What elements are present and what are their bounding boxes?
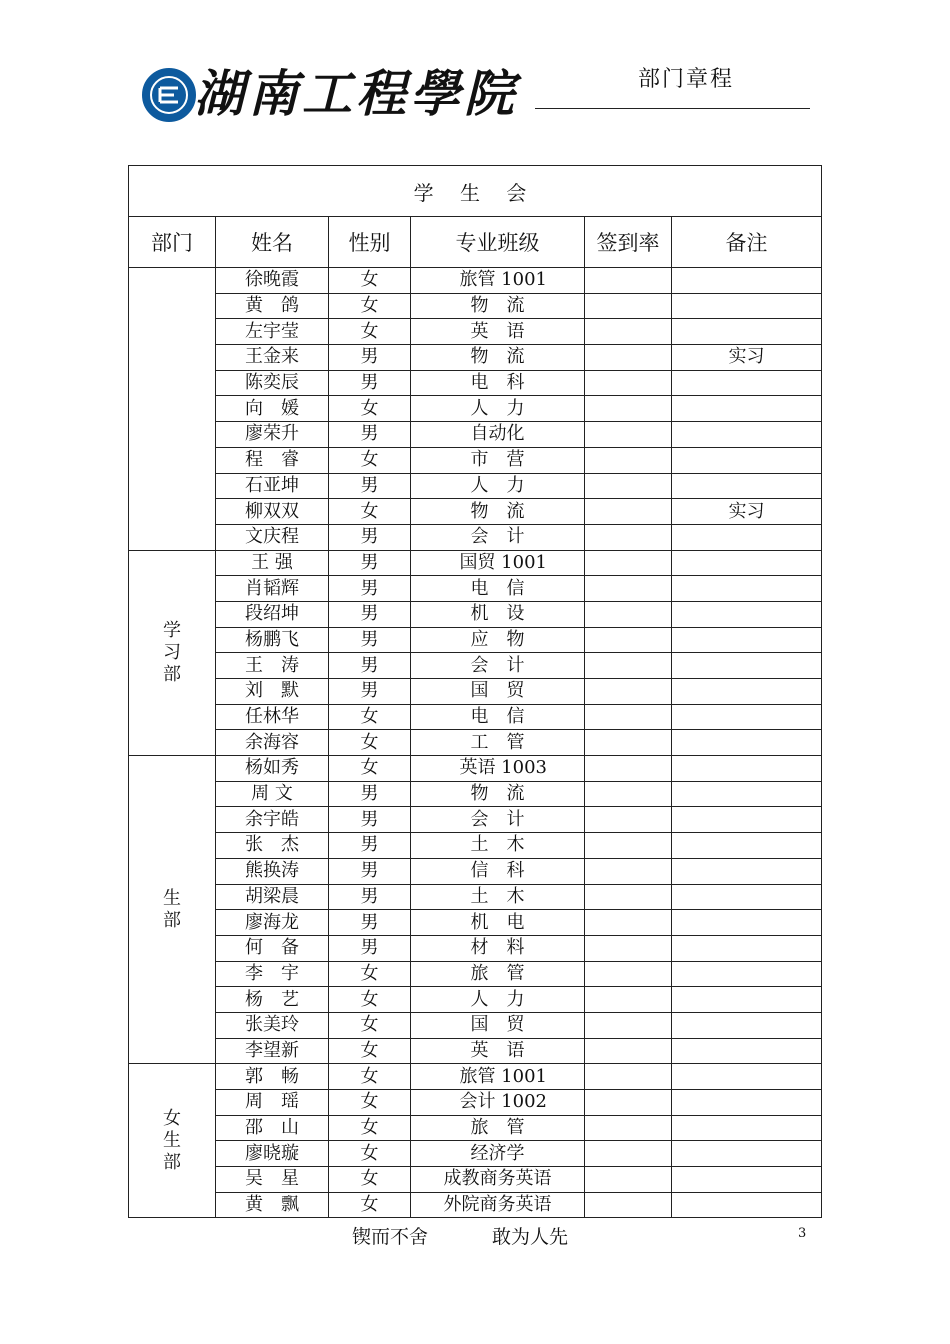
table-row <box>129 704 822 730</box>
table-row <box>129 1064 822 1090</box>
note-cell <box>672 422 822 448</box>
school-logo-icon <box>142 68 196 122</box>
major-cell: 人 力 <box>411 396 585 422</box>
gender-cell: 男 <box>329 679 411 705</box>
major-cell: 英 语 <box>411 1038 585 1064</box>
rate-cell <box>585 756 672 782</box>
name-cell: 廖荣升 <box>216 422 329 448</box>
table-row <box>129 833 822 859</box>
table-row <box>129 756 822 782</box>
note-cell <box>672 447 822 473</box>
name-cell: 张美玲 <box>216 1012 329 1038</box>
gender-cell: 女 <box>329 961 411 987</box>
rate-cell <box>585 704 672 730</box>
name-cell: 杨 艺 <box>216 987 329 1013</box>
note-cell <box>672 781 822 807</box>
table-row <box>129 293 822 319</box>
name-cell: 向 媛 <box>216 396 329 422</box>
gender-cell: 男 <box>329 910 411 936</box>
table-row <box>129 987 822 1013</box>
name-cell: 廖海龙 <box>216 910 329 936</box>
note-cell <box>672 1115 822 1141</box>
table-title: 学 生 会 <box>129 166 822 217</box>
note-cell <box>672 1038 822 1064</box>
major-cell: 经济学 <box>411 1141 585 1167</box>
rate-cell <box>585 910 672 936</box>
name-cell: 熊换涛 <box>216 858 329 884</box>
gender-cell: 男 <box>329 345 411 371</box>
major-cell: 土 木 <box>411 884 585 910</box>
major-cell: 工 管 <box>411 730 585 756</box>
name-cell: 肖韬辉 <box>216 576 329 602</box>
note-cell <box>672 550 822 576</box>
dept-label: 学习部 <box>163 619 181 685</box>
table-row <box>129 1141 822 1167</box>
motto-left: 锲而不舍 <box>352 1226 429 1248</box>
name-cell: 石亚坤 <box>216 473 329 499</box>
table-row <box>129 961 822 987</box>
name-cell: 文庆程 <box>216 524 329 550</box>
gender-cell: 男 <box>329 884 411 910</box>
name-cell: 柳双双 <box>216 499 329 525</box>
school-name: 湖南工程學院 <box>194 64 518 123</box>
gender-cell: 男 <box>329 653 411 679</box>
major-cell: 会计 1002 <box>411 1090 585 1116</box>
table-row <box>129 499 822 525</box>
note-cell <box>672 730 822 756</box>
column-header-note: 备注 <box>672 217 822 268</box>
major-cell: 电 信 <box>411 704 585 730</box>
table-row <box>129 884 822 910</box>
table-row <box>129 1115 822 1141</box>
note-cell <box>672 524 822 550</box>
major-cell: 市 营 <box>411 447 585 473</box>
table-row <box>129 268 822 294</box>
major-cell: 物 流 <box>411 345 585 371</box>
rate-cell <box>585 576 672 602</box>
gender-cell: 女 <box>329 396 411 422</box>
name-cell: 杨如秀 <box>216 756 329 782</box>
note-cell <box>672 1141 822 1167</box>
note-cell <box>672 935 822 961</box>
motto-right: 敢为人先 <box>492 1226 569 1248</box>
rate-cell <box>585 1115 672 1141</box>
dept-label: 生部 <box>163 887 181 931</box>
gender-cell: 男 <box>329 833 411 859</box>
table-row <box>129 550 822 576</box>
name-cell: 周 瑶 <box>216 1090 329 1116</box>
column-header-dept: 部门 <box>129 217 216 268</box>
name-cell: 黄 鸽 <box>216 293 329 319</box>
column-header-rate: 签到率 <box>585 217 672 268</box>
rate-cell <box>585 268 672 294</box>
gender-cell: 女 <box>329 319 411 345</box>
major-cell: 英 语 <box>411 319 585 345</box>
table-row <box>129 319 822 345</box>
table-row <box>129 370 822 396</box>
note-cell <box>672 1064 822 1090</box>
note-cell <box>672 987 822 1013</box>
gender-cell: 女 <box>329 1064 411 1090</box>
major-cell: 物 流 <box>411 293 585 319</box>
name-cell: 余海容 <box>216 730 329 756</box>
rate-cell <box>585 1192 672 1218</box>
note-cell <box>672 627 822 653</box>
table-row <box>129 447 822 473</box>
footer-motto <box>352 1222 632 1249</box>
major-cell: 会 计 <box>411 807 585 833</box>
major-cell: 材 料 <box>411 935 585 961</box>
name-cell: 王 涛 <box>216 653 329 679</box>
gender-cell: 男 <box>329 370 411 396</box>
name-cell: 陈奕辰 <box>216 370 329 396</box>
gender-cell: 男 <box>329 473 411 499</box>
rate-cell <box>585 884 672 910</box>
table-row <box>129 910 822 936</box>
gender-cell: 女 <box>329 293 411 319</box>
gender-cell: 女 <box>329 447 411 473</box>
dept-cell <box>129 1064 216 1218</box>
table-row <box>129 1167 822 1193</box>
note-cell <box>672 319 822 345</box>
note-cell <box>672 653 822 679</box>
name-cell: 黄 飘 <box>216 1192 329 1218</box>
rate-cell <box>585 1090 672 1116</box>
note-cell <box>672 910 822 936</box>
column-header-name: 姓名 <box>216 217 329 268</box>
major-cell: 自动化 <box>411 422 585 448</box>
rate-cell <box>585 1012 672 1038</box>
table-row <box>129 730 822 756</box>
major-cell: 物 流 <box>411 781 585 807</box>
major-cell: 国 贸 <box>411 1012 585 1038</box>
note-cell <box>672 370 822 396</box>
table-header-row <box>129 217 822 268</box>
rate-cell <box>585 781 672 807</box>
major-cell: 人 力 <box>411 987 585 1013</box>
table-row <box>129 345 822 371</box>
gender-cell: 女 <box>329 1167 411 1193</box>
page-number: 3 <box>798 1226 807 1241</box>
major-cell: 国贸 1001 <box>411 550 585 576</box>
column-header-gender: 性别 <box>329 217 411 268</box>
note-cell: 实习 <box>672 499 822 525</box>
major-cell: 会 计 <box>411 653 585 679</box>
gender-cell: 女 <box>329 1141 411 1167</box>
table-row <box>129 576 822 602</box>
rate-cell <box>585 473 672 499</box>
table-row <box>129 653 822 679</box>
rate-cell <box>585 293 672 319</box>
major-cell: 旅管 1001 <box>411 268 585 294</box>
column-header-major: 专业班级 <box>411 217 585 268</box>
table-row <box>129 524 822 550</box>
rate-cell <box>585 1141 672 1167</box>
gender-cell: 男 <box>329 781 411 807</box>
gender-cell: 男 <box>329 858 411 884</box>
dept-label: 女生部 <box>163 1107 181 1173</box>
note-cell <box>672 601 822 627</box>
table-row <box>129 679 822 705</box>
major-cell: 应 物 <box>411 627 585 653</box>
table-row <box>129 473 822 499</box>
name-cell: 余宇皓 <box>216 807 329 833</box>
name-cell: 胡梁晨 <box>216 884 329 910</box>
note-cell <box>672 1167 822 1193</box>
gender-cell: 男 <box>329 422 411 448</box>
note-cell <box>672 396 822 422</box>
name-cell: 王 强 <box>216 550 329 576</box>
table-row <box>129 1038 822 1064</box>
note-cell <box>672 268 822 294</box>
note-cell: 实习 <box>672 345 822 371</box>
header-right-title: 部门章程 <box>638 67 735 92</box>
note-cell <box>672 1090 822 1116</box>
name-cell: 何 备 <box>216 935 329 961</box>
header-divider <box>535 108 810 109</box>
gender-cell: 男 <box>329 935 411 961</box>
name-cell: 郭 畅 <box>216 1064 329 1090</box>
page-header <box>140 62 820 132</box>
rate-cell <box>585 524 672 550</box>
rate-cell <box>585 730 672 756</box>
rate-cell <box>585 550 672 576</box>
note-cell <box>672 807 822 833</box>
note-cell <box>672 473 822 499</box>
major-cell: 成教商务英语 <box>411 1167 585 1193</box>
major-cell: 旅管 1001 <box>411 1064 585 1090</box>
major-cell: 人 力 <box>411 473 585 499</box>
rate-cell <box>585 935 672 961</box>
name-cell: 左宇莹 <box>216 319 329 345</box>
gender-cell: 男 <box>329 601 411 627</box>
rate-cell <box>585 422 672 448</box>
dept-cell <box>129 268 216 551</box>
rate-cell <box>585 319 672 345</box>
major-cell: 机 电 <box>411 910 585 936</box>
note-cell <box>672 884 822 910</box>
major-cell: 机 设 <box>411 601 585 627</box>
rate-cell <box>585 1167 672 1193</box>
name-cell: 段绍坤 <box>216 601 329 627</box>
rate-cell <box>585 627 672 653</box>
gender-cell: 女 <box>329 1115 411 1141</box>
note-cell <box>672 756 822 782</box>
rate-cell <box>585 447 672 473</box>
gender-cell: 女 <box>329 1192 411 1218</box>
name-cell: 杨鹏飞 <box>216 627 329 653</box>
note-cell <box>672 576 822 602</box>
rate-cell <box>585 1038 672 1064</box>
dept-cell <box>129 756 216 1064</box>
name-cell: 李 宇 <box>216 961 329 987</box>
table-row <box>129 1090 822 1116</box>
major-cell: 旅 管 <box>411 1115 585 1141</box>
name-cell: 张 杰 <box>216 833 329 859</box>
rate-cell <box>585 499 672 525</box>
rate-cell <box>585 807 672 833</box>
rate-cell <box>585 858 672 884</box>
note-cell <box>672 679 822 705</box>
note-cell <box>672 961 822 987</box>
name-cell: 刘 默 <box>216 679 329 705</box>
table-row <box>129 627 822 653</box>
major-cell: 会 计 <box>411 524 585 550</box>
name-cell: 吴 星 <box>216 1167 329 1193</box>
rate-cell <box>585 396 672 422</box>
table-row <box>129 422 822 448</box>
gender-cell: 男 <box>329 524 411 550</box>
gender-cell: 女 <box>329 268 411 294</box>
gender-cell: 女 <box>329 1038 411 1064</box>
rate-cell <box>585 653 672 679</box>
note-cell <box>672 1192 822 1218</box>
note-cell <box>672 704 822 730</box>
rate-cell <box>585 345 672 371</box>
student-union-roster-table <box>128 165 822 1218</box>
major-cell: 电 科 <box>411 370 585 396</box>
table-row <box>129 807 822 833</box>
gender-cell: 男 <box>329 576 411 602</box>
name-cell: 王金来 <box>216 345 329 371</box>
major-cell: 信 科 <box>411 858 585 884</box>
table-row <box>129 781 822 807</box>
rate-cell <box>585 987 672 1013</box>
gender-cell: 女 <box>329 499 411 525</box>
rate-cell <box>585 679 672 705</box>
rate-cell <box>585 601 672 627</box>
major-cell: 旅 管 <box>411 961 585 987</box>
gender-cell: 女 <box>329 756 411 782</box>
table-row <box>129 935 822 961</box>
major-cell: 外院商务英语 <box>411 1192 585 1218</box>
gender-cell: 女 <box>329 987 411 1013</box>
rate-cell <box>585 370 672 396</box>
major-cell: 物 流 <box>411 499 585 525</box>
gender-cell: 男 <box>329 627 411 653</box>
table-row <box>129 1192 822 1218</box>
note-cell <box>672 858 822 884</box>
table-row <box>129 858 822 884</box>
major-cell: 国 贸 <box>411 679 585 705</box>
major-cell: 英语 1003 <box>411 756 585 782</box>
name-cell: 周 文 <box>216 781 329 807</box>
rate-cell <box>585 961 672 987</box>
gender-cell: 男 <box>329 807 411 833</box>
gender-cell: 女 <box>329 1012 411 1038</box>
note-cell <box>672 293 822 319</box>
gender-cell: 男 <box>329 550 411 576</box>
rate-cell <box>585 833 672 859</box>
major-cell: 电 信 <box>411 576 585 602</box>
name-cell: 任林华 <box>216 704 329 730</box>
table-row <box>129 601 822 627</box>
gender-cell: 女 <box>329 730 411 756</box>
note-cell <box>672 1012 822 1038</box>
gender-cell: 女 <box>329 1090 411 1116</box>
gender-cell: 女 <box>329 704 411 730</box>
major-cell: 土 木 <box>411 833 585 859</box>
table-title-row <box>129 166 822 217</box>
table-row <box>129 396 822 422</box>
name-cell: 徐晚霞 <box>216 268 329 294</box>
note-cell <box>672 833 822 859</box>
rate-cell <box>585 1064 672 1090</box>
table-row <box>129 1012 822 1038</box>
name-cell: 程 睿 <box>216 447 329 473</box>
name-cell: 邵 山 <box>216 1115 329 1141</box>
name-cell: 廖晓璇 <box>216 1141 329 1167</box>
dept-cell <box>129 550 216 756</box>
name-cell: 李望新 <box>216 1038 329 1064</box>
